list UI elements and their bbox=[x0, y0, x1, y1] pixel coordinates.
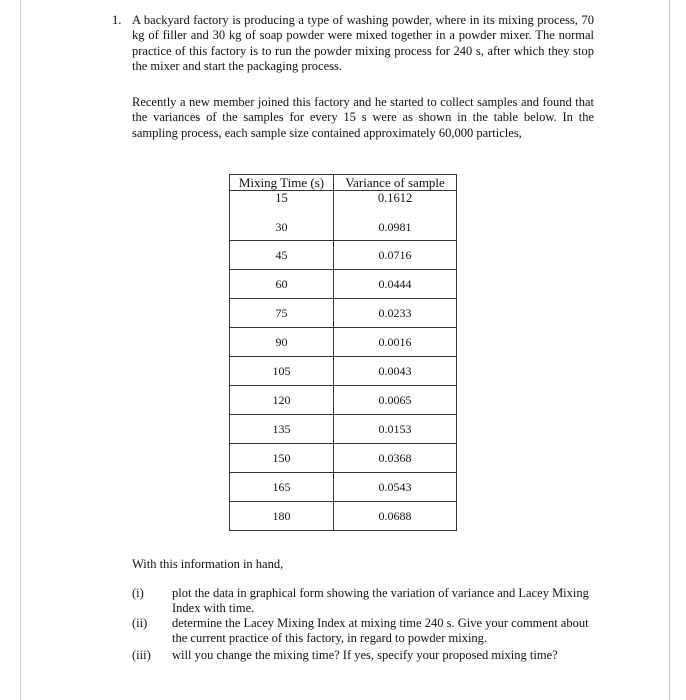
cell-variance: 0.1612 bbox=[334, 191, 457, 206]
cell-time: 120 bbox=[230, 386, 334, 415]
table-row bbox=[230, 205, 457, 241]
sub-question-text: plot the data in graphical form showing the variation of variance and Lacey Mixing Index with time. bbox=[172, 586, 589, 615]
variance-table bbox=[229, 174, 457, 531]
table-row bbox=[230, 299, 457, 328]
sub-question-marker: (iii) bbox=[132, 648, 151, 662]
cell-variance: 0.0016 bbox=[334, 328, 457, 357]
cell-time: 180 bbox=[230, 502, 334, 531]
cell-time: 60 bbox=[230, 270, 334, 299]
cell-variance: 0.0233 bbox=[334, 299, 457, 328]
cell-time: 105 bbox=[230, 357, 334, 386]
cell-time: 75 bbox=[230, 299, 334, 328]
cell-time: 165 bbox=[230, 473, 334, 502]
table-row bbox=[230, 415, 457, 444]
cell-time: 45 bbox=[230, 241, 334, 270]
sub-question-marker: (ii) bbox=[132, 616, 148, 630]
cell-variance: 0.0065 bbox=[334, 386, 457, 415]
cell-variance: 0.0368 bbox=[334, 444, 457, 473]
sub-question-marker: (i) bbox=[132, 586, 144, 600]
with-info-line: With this information in hand, bbox=[132, 557, 284, 571]
table-row bbox=[230, 444, 457, 473]
table-row bbox=[230, 191, 457, 206]
question-paragraph-2: Recently a new member joined this factory and he started to collect samples and found that the variances of the samples for every 15 s were as shown in the table below. In the sampling process, each sample size contained approximately 60,000 particles, bbox=[132, 95, 594, 140]
table-row bbox=[230, 473, 457, 502]
sub-question-text: will you change the mixing time? If yes, specify your proposed mixing time? bbox=[172, 648, 558, 662]
cell-variance: 0.0981 bbox=[334, 205, 457, 241]
table-row bbox=[230, 270, 457, 299]
cell-time: 135 bbox=[230, 415, 334, 444]
table-header-row bbox=[230, 175, 457, 191]
table-row bbox=[230, 241, 457, 270]
header-variance: Variance of sample bbox=[334, 175, 457, 191]
cell-time: 150 bbox=[230, 444, 334, 473]
cell-time: 30 bbox=[230, 205, 334, 241]
header-mixing-time: Mixing Time (s) bbox=[230, 175, 334, 191]
cell-variance: 0.0153 bbox=[334, 415, 457, 444]
table-row bbox=[230, 502, 457, 531]
table-row bbox=[230, 328, 457, 357]
cell-time: 90 bbox=[230, 328, 334, 357]
cell-variance: 0.0543 bbox=[334, 473, 457, 502]
cell-time: 15 bbox=[230, 191, 334, 206]
cell-variance: 0.0444 bbox=[334, 270, 457, 299]
cell-variance: 0.0043 bbox=[334, 357, 457, 386]
question-paragraph-1: A backyard factory is producing a type of washing powder, where in its mixing process, 70 kg of filler and 30 kg of soap powder were mixed together in a powder mixer. The normal practice of this factory is to run the powder mixing process for 240 s, after which they stop the mixer and start the packaging process. bbox=[132, 13, 594, 73]
question-number: 1. bbox=[112, 13, 122, 27]
cell-variance: 0.0688 bbox=[334, 502, 457, 531]
cell-variance: 0.0716 bbox=[334, 241, 457, 270]
table-row bbox=[230, 357, 457, 386]
sub-question-text: determine the Lacey Mixing Index at mixing time 240 s. Give your comment about the current practice of this factory, in regard to powder mixing. bbox=[172, 616, 589, 645]
table-row bbox=[230, 386, 457, 415]
